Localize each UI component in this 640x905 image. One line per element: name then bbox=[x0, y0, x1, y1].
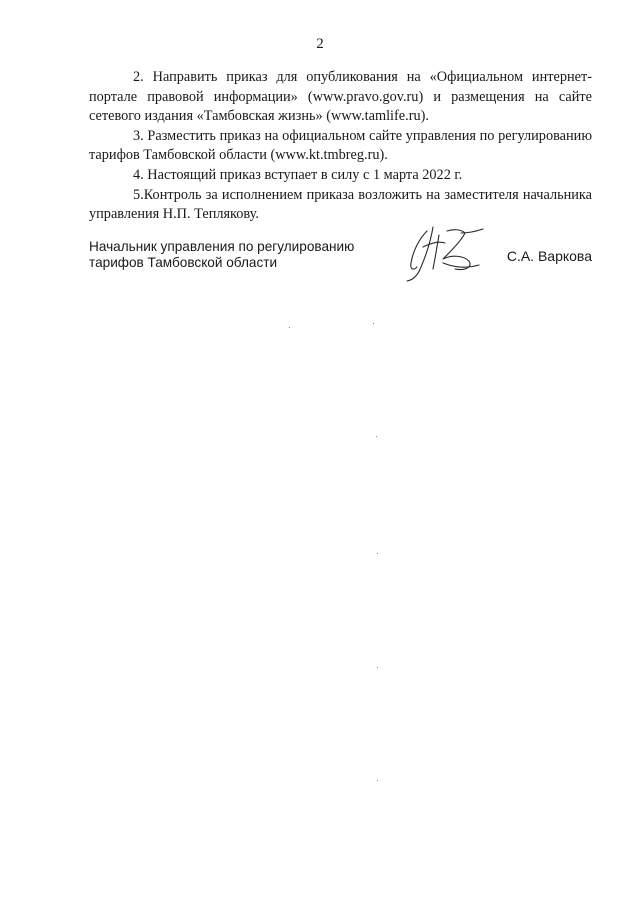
scan-speck bbox=[289, 327, 290, 328]
scan-speck bbox=[376, 436, 377, 437]
document-body bbox=[89, 68, 592, 225]
paragraph-publication: 2. Направить приказ для опубликования на «Официальном интернет-портале правовой информации» (www.pravo.gov.ru) и размещения на сайте сетевого издания «Тамбовская жизнь» (www.tamlife.ru). bbox=[89, 69, 592, 125]
signatory-position-line1: Начальник управления по регулированию bbox=[89, 239, 355, 254]
paragraph-website: 3. Разместить приказ на официальном сайте управления по регулированию тарифов Тамбовской области (www.kt.tmbreg.ru). bbox=[89, 127, 592, 164]
handwritten-signature bbox=[403, 225, 487, 283]
signatory-position-line2: тарифов Тамбовской области bbox=[89, 254, 278, 270]
signatory-name: С.А. Варкова bbox=[506, 248, 592, 264]
page-number: 2 bbox=[316, 36, 324, 52]
scan-speck bbox=[373, 323, 374, 324]
signatory-position bbox=[89, 239, 379, 270]
paragraph-control: 5.Контроль за исполнением приказа возложить на заместителя начальника управления Н.П. Теплякову. bbox=[89, 186, 592, 223]
signature-block bbox=[89, 239, 592, 289]
scan-speck bbox=[377, 780, 378, 781]
scan-speck bbox=[377, 553, 378, 554]
scan-speck bbox=[377, 667, 378, 668]
paragraph-effective-date: 4. Настоящий приказ вступает в силу с 1 марта 2022 г. bbox=[133, 166, 463, 183]
